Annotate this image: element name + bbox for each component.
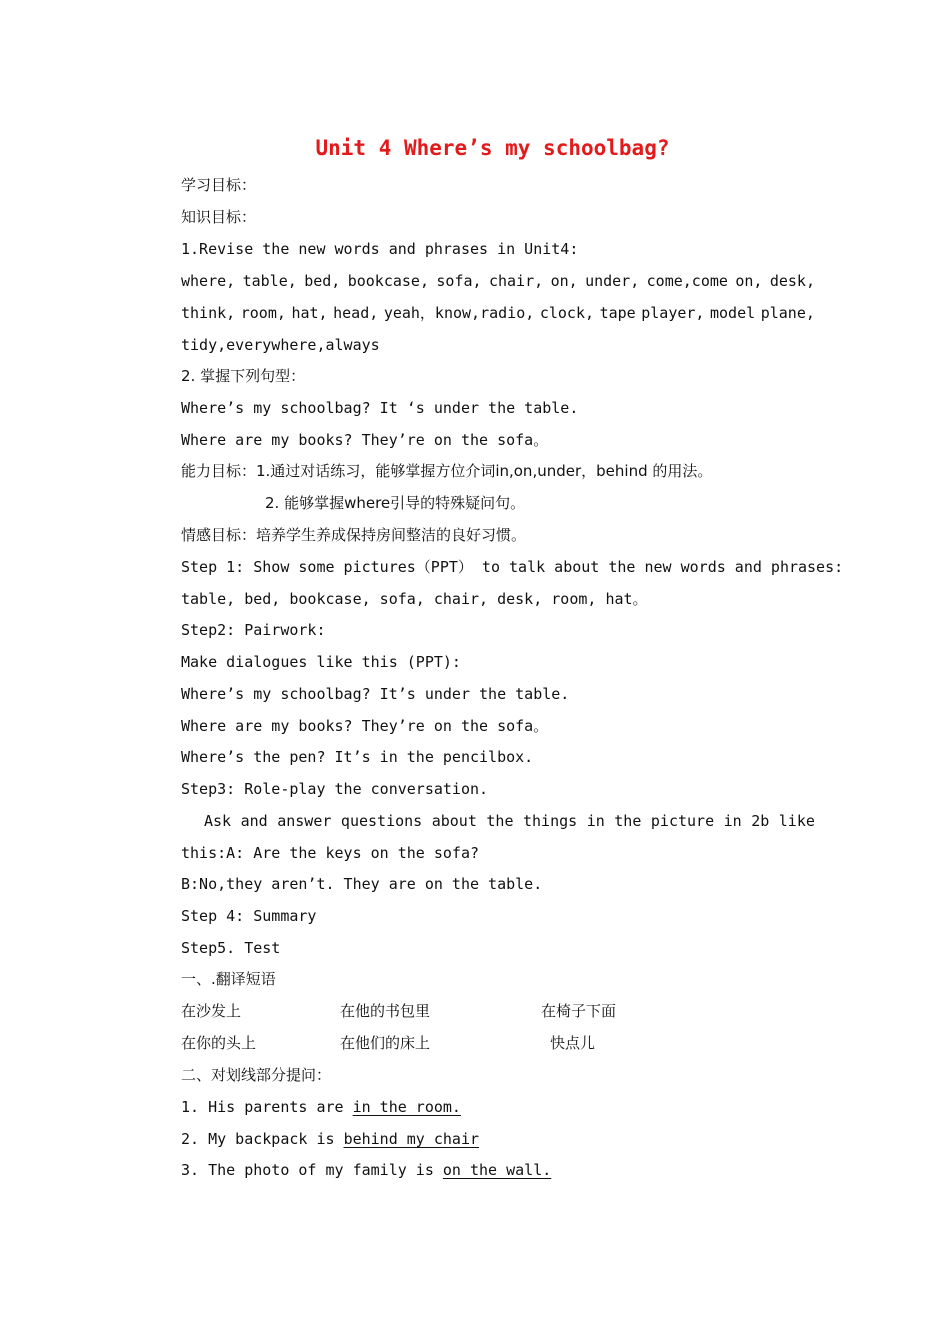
word: come,come xyxy=(646,272,728,290)
word-list-line-2 xyxy=(181,303,815,323)
step-3-instructions xyxy=(204,811,815,831)
phrase-1: 在沙发上 xyxy=(181,1002,242,1020)
study-goals-heading: 学习目标： xyxy=(181,176,257,194)
word: like xyxy=(778,812,815,830)
word: hat, xyxy=(291,304,328,322)
step-1: Step 1: Show some pictures（PPT） to talk about the new words and phrases: xyxy=(181,558,844,576)
section-2-heading: 二、对划线部分提问： xyxy=(181,1066,332,1084)
word: in xyxy=(586,812,605,830)
word: where, xyxy=(181,272,236,290)
phrase-4: 在你的头上 xyxy=(181,1034,257,1052)
word: on, xyxy=(735,272,763,290)
word: Ask xyxy=(204,812,232,830)
word: sofa, xyxy=(436,272,482,290)
underlined-part: in the room. xyxy=(352,1098,461,1116)
word: questions xyxy=(340,812,423,830)
step-4: Step 4: Summary xyxy=(181,907,317,925)
ability-goals: 能力目标：1.通过对话练习，能够掌握方位介词in,on,under，behind 的用法。 xyxy=(181,462,713,480)
word: and xyxy=(240,812,268,830)
dialogue-2: Where are my books? They’re on the sofa。 xyxy=(181,717,549,735)
pattern-2: Where are my books? They’re on the sofa。 xyxy=(181,431,549,449)
underlined-part: behind my chair xyxy=(343,1130,480,1148)
word: table, xyxy=(242,272,297,290)
revise-line: 1.Revise the new words and phrases in Unit4: xyxy=(181,240,579,258)
question-1 xyxy=(181,1097,461,1117)
word: model xyxy=(710,304,756,322)
word: plane, xyxy=(760,304,815,322)
ability-goals-2: 2. 能够掌握where引导的特殊疑问句。 xyxy=(265,494,526,512)
word: picture xyxy=(650,812,715,830)
question-2 xyxy=(181,1129,479,1149)
dialogue-1: Where’s my schoolbag? It’s under the table. xyxy=(181,685,570,703)
sentence-patterns-heading: 2. 掌握下列句型： xyxy=(181,367,306,385)
step-5: Step5. Test xyxy=(181,939,281,957)
word: think, xyxy=(181,304,236,322)
word: about xyxy=(431,812,477,830)
phrase-6: 快点儿 xyxy=(550,1034,596,1052)
phrase-2: 在他的书包里 xyxy=(340,1002,431,1020)
word: player, xyxy=(641,304,705,322)
word: head, xyxy=(333,304,379,322)
phrase-5: 在他们的床上 xyxy=(340,1034,431,1052)
word: the xyxy=(486,812,514,830)
word: tape xyxy=(599,304,636,322)
word: the xyxy=(614,812,642,830)
word: under, xyxy=(585,272,640,290)
dialogue-3: Where’s the pen? It’s in the pencilbox. xyxy=(181,748,534,766)
phrase-3: 在椅子下面 xyxy=(541,1002,617,1020)
word: bed, xyxy=(304,272,341,290)
section-1-heading: 一、.翻译短语 xyxy=(181,970,276,988)
page-title: Unit 4 Where’s my schoolbag? xyxy=(315,136,670,160)
question-3 xyxy=(181,1160,551,1180)
question-text: 3. The photo of my family is xyxy=(181,1161,443,1179)
step-3: Step3: Role-play the conversation. xyxy=(181,780,489,798)
word-list-line-3: tidy,everywhere,always xyxy=(181,336,380,354)
word: yeah，know,radio, xyxy=(383,304,535,322)
word: desk, xyxy=(769,272,815,290)
example-question: this:A: Are the keys on the sofa? xyxy=(181,844,480,862)
word: answer xyxy=(277,812,332,830)
word: things xyxy=(523,812,578,830)
question-text: 2. My backpack is xyxy=(181,1130,344,1148)
word: bookcase, xyxy=(347,272,429,290)
word: on, xyxy=(550,272,578,290)
step-2-instructions: Make dialogues like this (PPT): xyxy=(181,653,461,671)
step-2: Step2: Pairwork: xyxy=(181,621,326,639)
question-text: 1. His parents are xyxy=(181,1098,353,1116)
word: 2b xyxy=(751,812,770,830)
step-1-words: table, bed, bookcase, sofa, chair, desk, room, hat。 xyxy=(181,590,648,608)
word: chair, xyxy=(488,272,544,290)
pattern-1: Where’s my schoolbag? It ‘s under the table. xyxy=(181,399,579,417)
example-answer: B:No,they aren’t. They are on the table. xyxy=(181,875,543,893)
word: room, xyxy=(240,304,286,322)
underlined-part: on the wall. xyxy=(442,1161,552,1179)
emotion-goals: 情感目标：培养学生养成保持房间整洁的良好习惯。 xyxy=(181,526,527,544)
knowledge-goals-heading: 知识目标： xyxy=(181,208,257,226)
word-list-line-1 xyxy=(181,271,815,291)
word: in xyxy=(723,812,742,830)
word: clock, xyxy=(539,304,595,322)
